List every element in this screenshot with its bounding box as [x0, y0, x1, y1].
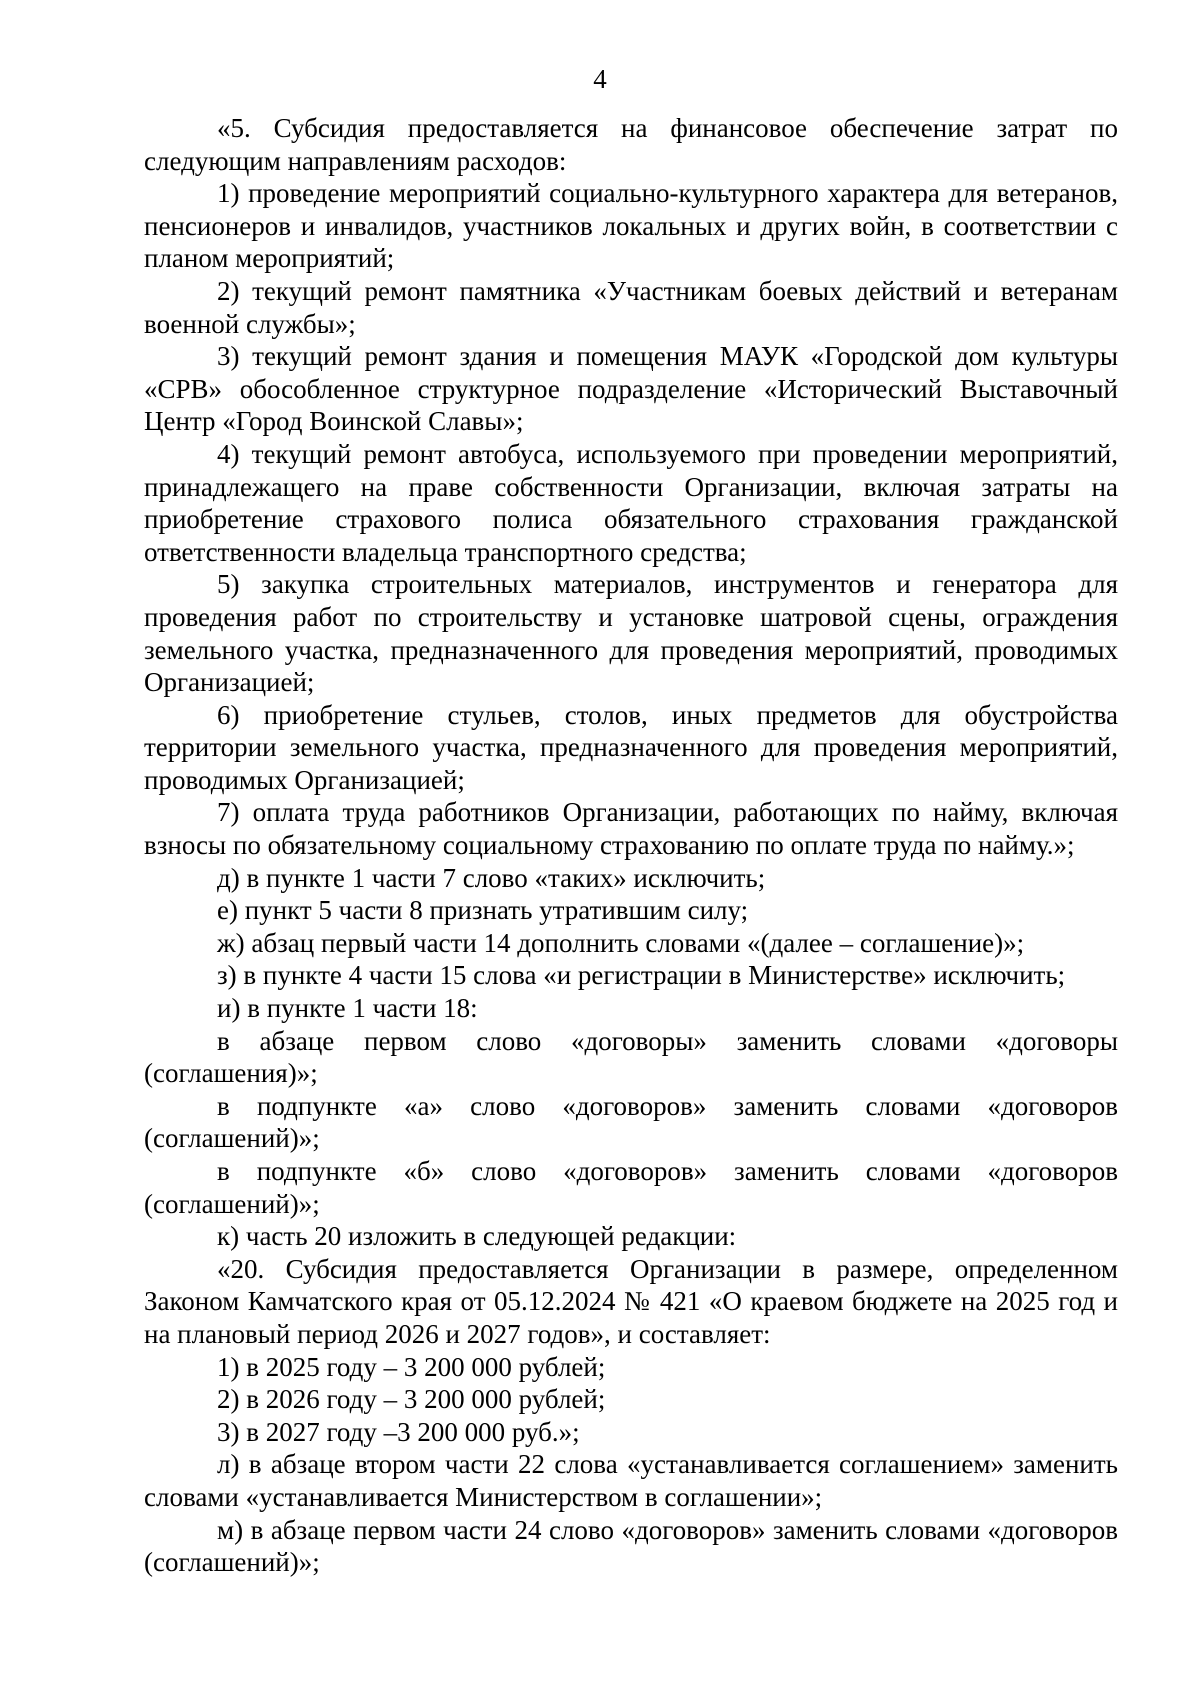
- paragraph: з) в пункте 4 части 15 слова «и регистрации в Министерстве» исключить;: [217, 960, 1066, 991]
- paragraph: в абзаце первом слово «договоры» заменить словами «договоры (соглашения)»;: [144, 1025, 1118, 1089]
- paragraph: к) часть 20 изложить в следующей редакции:: [217, 1221, 737, 1252]
- paragraph: 1) проведение мероприятий социально-культурного характера для ветеранов, пенсионеров и инвалидов, участников локальных и других войн, в соответствии с планом мероприятий;: [144, 178, 1118, 274]
- paragraph: е) пункт 5 части 8 признать утратившим силу;: [217, 895, 749, 926]
- paragraph: м) в абзаце первом части 24 слово «договоров» заменить словами «договоров (соглашений)»;: [144, 1514, 1118, 1578]
- paragraph: и) в пункте 1 части 18:: [217, 993, 478, 1024]
- paragraph: ж) абзац первый части 14 дополнить словами «(далее – соглашение)»;: [217, 927, 1025, 958]
- paragraph: 3) в 2027 году –3 200 000 руб.»;: [217, 1416, 580, 1447]
- paragraph: л) в абзаце втором части 22 слова «устанавливается соглашением» заменить словами «устанавливается Министерством в соглашении»;: [144, 1449, 1118, 1512]
- paragraph: 4) текущий ремонт автобуса, используемого при проведении мероприятий, принадлежащего на праве собственности Организации, включая затраты на приобретение страхового полиса обязательного страхования гражданской ответственности владельца транспортного средства;: [144, 438, 1118, 567]
- paragraph: 1) в 2025 году – 3 200 000 рублей;: [217, 1351, 606, 1382]
- paragraph: «20. Субсидия предоставляется Организации в размере, определенном Законом Камчатского края от 05.12.2024 № 421 «О краевом бюджете на 2025 год и на плановый период 2026 и 2027 годов», и составляет:: [144, 1253, 1118, 1349]
- paragraph: 5) закупка строительных материалов, инструментов и генератора для проведения работ по строительству и установке шатровой сцены, ограждения земельного участка, предназначенного для проведения мероприятий, проводимых Организацией;: [144, 569, 1118, 698]
- paragraph: «5. Субсидия предоставляется на финансовое обеспечение затрат по следующим направлениям расходов:: [144, 113, 1118, 176]
- paragraph: в подпункте «б» слово «договоров» заменить словами «договоров (соглашений)»;: [144, 1156, 1118, 1219]
- paragraph: в подпункте «а» слово «договоров» заменить словами «договоров (соглашений)»;: [144, 1090, 1118, 1154]
- paragraph: 2) текущий ремонт памятника «Участникам боевых действий и ветеранам военной службы»;: [144, 275, 1118, 339]
- paragraph: 6) приобретение стульев, столов, иных предметов для обустройства территории земельного участка, предназначенного для проведения мероприятий, проводимых Организацией;: [144, 699, 1118, 795]
- paragraph: д) в пункте 1 части 7 слово «таких» исключить;: [217, 862, 766, 893]
- paragraph: 3) текущий ремонт здания и помещения МАУК «Городской дом культуры «СРВ» обособленное структурное подразделение «Исторический Выставочный Центр «Город Воинской Славы»;: [144, 341, 1118, 437]
- document-body: [144, 112, 1118, 1579]
- page-number: 4: [593, 64, 607, 94]
- paragraph: 7) оплата труда работников Организации, работающих по найму, включая взносы по обязательному социальному страхованию по оплате труда по найму.»;: [144, 797, 1118, 861]
- paragraph: 2) в 2026 году – 3 200 000 рублей;: [217, 1384, 606, 1415]
